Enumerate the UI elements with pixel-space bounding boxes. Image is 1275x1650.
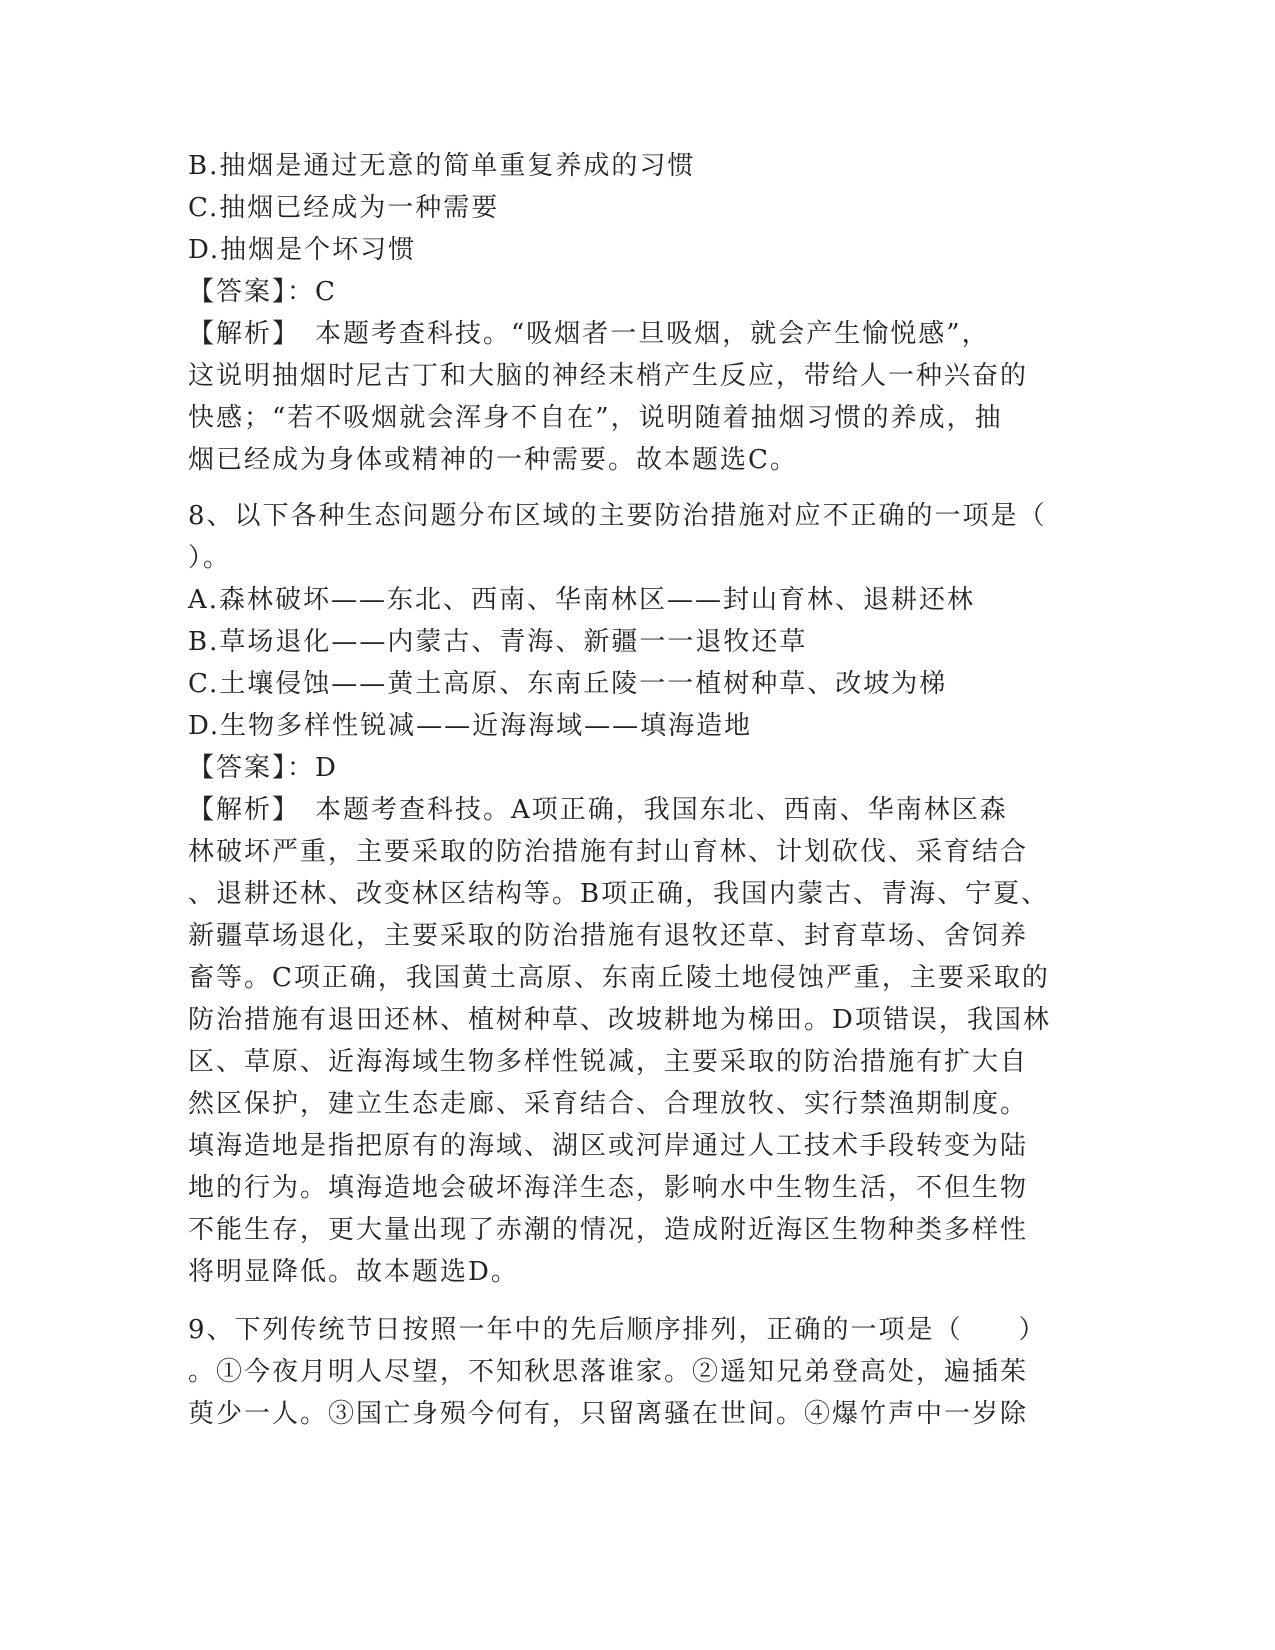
q8-analysis-line: 【解析】 本题考查科技。A项正确，我国东北、西南、华南林区森 [188,795,1008,825]
q8-analysis-line: 防治措施有退田还林、植树种草、改坡耕地为梯田。D项错误，我国林 [188,1005,1051,1035]
q8-analysis-line: 畜等。C项正确，我国黄土高原、东南丘陵土地侵蚀严重，主要采取的 [188,963,1050,993]
q8-option-d: D.生物多样性锐减——近海海域——填海造地 [188,711,753,741]
q8-question-line: ）。 [188,543,232,573]
q9-question-line: 。①今夜月明人尽望，不知秋思落谁家。②遥知兄弟登高处，遍插茱 [188,1357,1029,1387]
q7-answer: 【答案】：C [188,277,337,307]
q8-option-b: B.草场退化——内蒙古、青海、新疆一一退牧还草 [188,627,808,657]
q8-analysis-line: 填海造地是指把原有的海域、湖区或河岸通过人工技术手段转变为陆 [188,1131,1029,1161]
spacer [188,1293,1068,1309]
q8-analysis [188,789,1068,1293]
q8-analysis-line: 将明显降低。故本题选D。 [188,1257,519,1287]
q8-analysis-line: 、退耕还林、改变林区结构等。B项正确，我国内蒙古、青海、宁夏、 [188,879,1050,909]
q7-analysis-line: 这说明抽烟时尼古丁和大脑的神经末梢产生反应，带给人一种兴奋的 [188,361,1029,391]
q7-analysis-line: 快感；“若不吸烟就会浑身不自在”，说明随着抽烟习惯的养成，抽 [188,403,1003,433]
q7-option-c: C.抽烟已经成为一种需要 [188,193,500,223]
q8-analysis-line: 新疆草场退化，主要采取的防治措施有退牧还草、封育草场、舍饲养 [188,921,1029,951]
q8-question-line: 8、以下各种生态问题分布区域的主要防治措施对应不正确的一项是（ [188,501,1047,531]
q7-analysis-line: 【解析】 本题考查科技。“吸烟者一旦吸烟，就会产生愉悦感”， [188,319,990,349]
question-8-block [188,495,1068,1293]
q8-analysis-line: 然区保护，建立生态走廊、采育结合、合理放牧、实行禁渔期制度。 [188,1089,1029,1119]
q8-analysis-line: 地的行为。填海造地会破坏海洋生态，影响水中生物生活，不但生物 [188,1173,1029,1203]
spacer [188,481,1068,495]
q8-analysis-line: 不能生存，更大量出现了赤潮的情况，造成附近海区生物种类多样性 [188,1215,1029,1245]
q9-question-line: 9、下列传统节日按照一年中的先后顺序排列，正确的一项是（ ） [188,1315,1047,1345]
q7-analysis [188,313,1068,481]
q7-analysis-line: 烟已经成为身体或精神的一种需要。故本题选C。 [188,445,798,475]
q8-answer: 【答案】：D [188,753,338,783]
q7-option-b: B.抽烟是通过无意的简单重复养成的习惯 [188,151,696,181]
q9-question-line: 萸少一人。③国亡身殒今何有，只留离骚在世间。④爆竹声中一岁除 [188,1399,1029,1429]
question-9-block [188,1309,1068,1435]
question-7-block [188,145,1068,481]
q8-option-c: C.土壤侵蚀——黄土高原、东南丘陵一一植树种草、改坡为梯 [188,669,948,699]
q8-analysis-line: 林破坏严重，主要采取的防治措施有封山育林、计划砍伐、采育结合 [188,837,1029,867]
q8-analysis-line: 区、草原、近海海域生物多样性锐减，主要采取的防治措施有扩大自 [188,1047,1029,1077]
q8-option-a: A.森林破坏——东北、西南、华南林区——封山育林、退耕还林 [188,585,976,615]
document-content [188,145,1068,1435]
q7-option-d: D.抽烟是个坏习惯 [188,235,417,265]
